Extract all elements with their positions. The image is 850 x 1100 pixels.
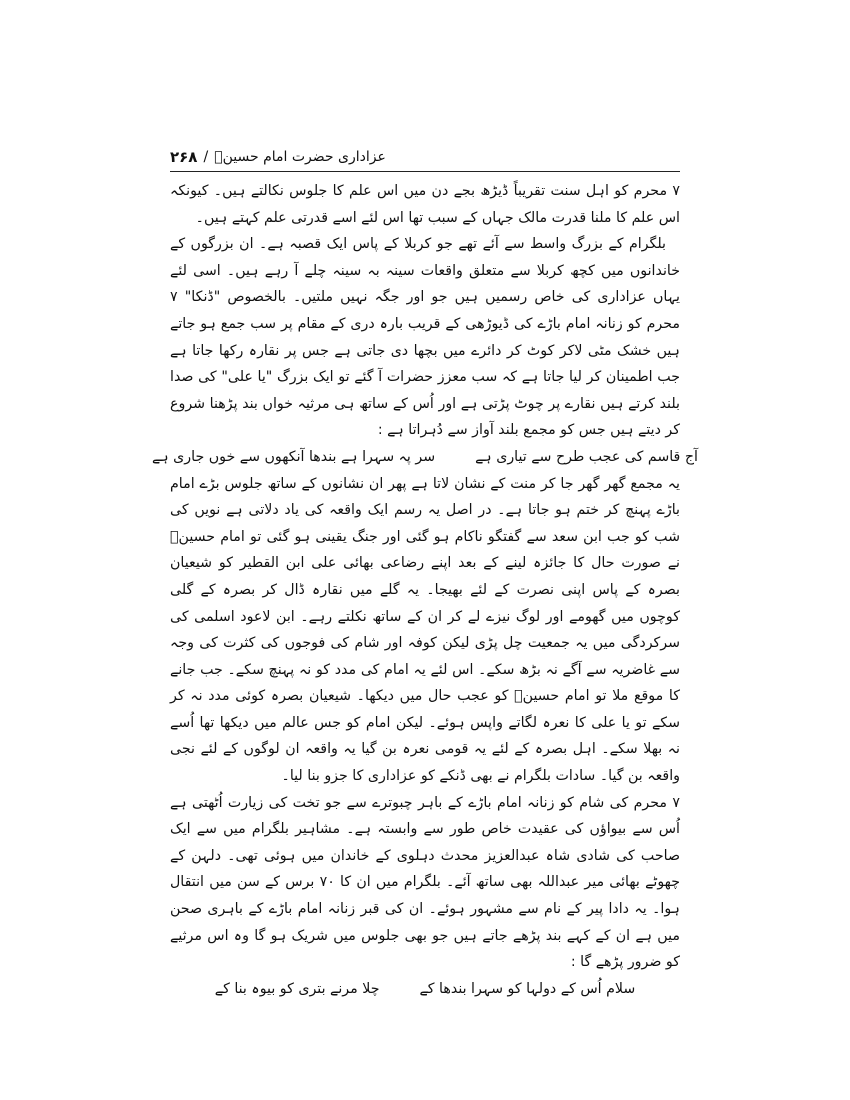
running-header: [170, 146, 680, 168]
page-number: ۲۶۸: [170, 148, 198, 166]
header-title: عزاداری حضرت امام حسینؑ: [214, 149, 386, 165]
paragraph: یہ مجمع گھر گھر جا کر منت کے نشان لاتا ہے پھر ان نشانوں کے ساتھ جلوس بڑے امام باڑے پہنچ کر ختم ہو جاتا ہے۔ در اصل یہ رسم ایک واقعہ کی یاد دلاتی ہے نویں کی شب کو جب ابن سعد سے گفتگو ناکام ہو گئی اور جنگ یقینی ہو گئی تو امام حسینؑ نے صورت حال کا جائزہ لینے کے بعد اپنے رضاعی بھائی علی ابن القطیر کو شیعیان بصرہ کے پاس اپنی نصرت کے لئے بھیجا۔ یہ گلے میں نقارہ ڈال کر بصرہ کے گلی کوچوں میں گھومے اور لوگ نیزے لے کر ان کے ساتھ نکلتے رہے۔ ابن لاعود اسلمی کی سرکردگی میں یہ جمعیت چل پڑی لیکن کوفہ اور شام کی فوجوں کی کثرت کی وجہ سے غاضریہ سے آگے نہ بڑھ سکے۔ اس لئے یہ امام کی مدد کو نہ پہنچ سکے۔ جب جانے کا موقع ملا تو امام حسینؑ کو عجب حال میں دیکھا۔ شیعیان بصرہ کوئی مدد نہ کر سکے تو یا علی کا نعرہ لگاتے واپس ہوئے۔ لیکن امام کو جس عالم میں دیکھا تھا اُسے نہ بھلا سکے۔ اہل بصرہ کے لئے یہ قومی نعرہ بن گیا یہ واقعہ ان لوگوں کے لئے نجی واقعہ بن گیا۔ سادات بلگرام نے بھی ڈنکے کو عزاداری کا جزو بنا لیا۔: [170, 475, 680, 785]
verse-second-hemistich: سر پہ سہرا ہے بندھا آنکھوں سے خوں جاری ہے: [152, 448, 436, 465]
header-separator: /: [203, 149, 209, 165]
verse-first-hemistich: سلام اُس کے دولہا کو سہرا بندھا کے: [419, 980, 636, 997]
paragraph: ۷ محرم کو اہل سنت تقریباً ڈیڑھ بجے دن میں اس علم کا جلوس نکالتے ہیں۔ کیونکہ اس علم کا ملنا قدرت مالک جہاں کے سبب تھا اس لئے اسے قدرتی علم کہتے ہیں۔: [170, 183, 680, 226]
paragraph: ۷ محرم کی شام کو زنانہ امام باڑے کے باہر چبوترے سے جو تخت کی زیارت اُٹھتی ہے اُس سے بیواؤں کی عقیدت خاص طور سے وابستہ ہے۔ مشاہیر بلگرام میں سے ایک صاحب کی شادی شاہ عبدالعزیز محدث دہلوی کے خاندان میں ہوئی تھی۔ دلہن کے چھوٹے بھائی میر عبداللہ بھی ساتھ آئے۔ بلگرام میں ان کا ۷۰ برس کے سن میں انتقال ہوا۔ یہ دادا پیر کے نام سے مشہور ہوئے۔ ان کی قبر زنانہ امام باڑے کے باہری صحن میں ہے ان کے کہے بند پڑھے جاتے ہیں جو بھی جلوس میں شریک ہو گا وہ اس مرثیے کو ضرور پڑھے گا :: [170, 794, 680, 971]
verse-second-hemistich: چلا مرنے بتری کو بیوہ بنا کے: [214, 980, 380, 997]
body-text: [152, 178, 698, 1002]
verse-first-hemistich: آج قاسم کی عجب طرح سے تیاری ہے: [475, 448, 698, 465]
paragraph: بلگرام کے بزرگ واسط سے آئے تھے جو کربلا کے پاس ایک قصبہ ہے۔ ان بزرگوں کے خاندانوں میں کچھ کربلا سے متعلق واقعات سینہ بہ سینہ چلے آ رہے ہیں۔ اسی لئے یہاں عزاداری کی خاص رسمیں ہیں جو اور جگہ نہیں ملتیں۔ بالخصوص "ڈنکا" ۷ محرم کو زنانہ امام باڑے کی ڈیوڑھی کے قریب بارہ دری کے مقام پر سب جمع ہو جاتے ہیں خشک مٹی لاکر کوٹ کر دائرے میں بچھا دی جاتی ہے جس پر نقارہ رکھا جاتا ہے جب اطمینان کر لیا جاتا ہے کہ سب معزز حضرات آ گئے تو ایک بزرگ "یا علی" کی صدا بلند کرتے ہیں نقارے پر چوٹ پڑتی ہے اور اُس کے ساتھ ہی مرثیہ خواں بند پڑھنا شروع کر دیتے ہیں جس کو مجمع بلند آواز سے دُہراتا ہے :: [170, 236, 680, 439]
header-rule: [170, 171, 680, 172]
verse-couplet: [152, 444, 698, 471]
verse-couplet: [170, 976, 680, 1003]
